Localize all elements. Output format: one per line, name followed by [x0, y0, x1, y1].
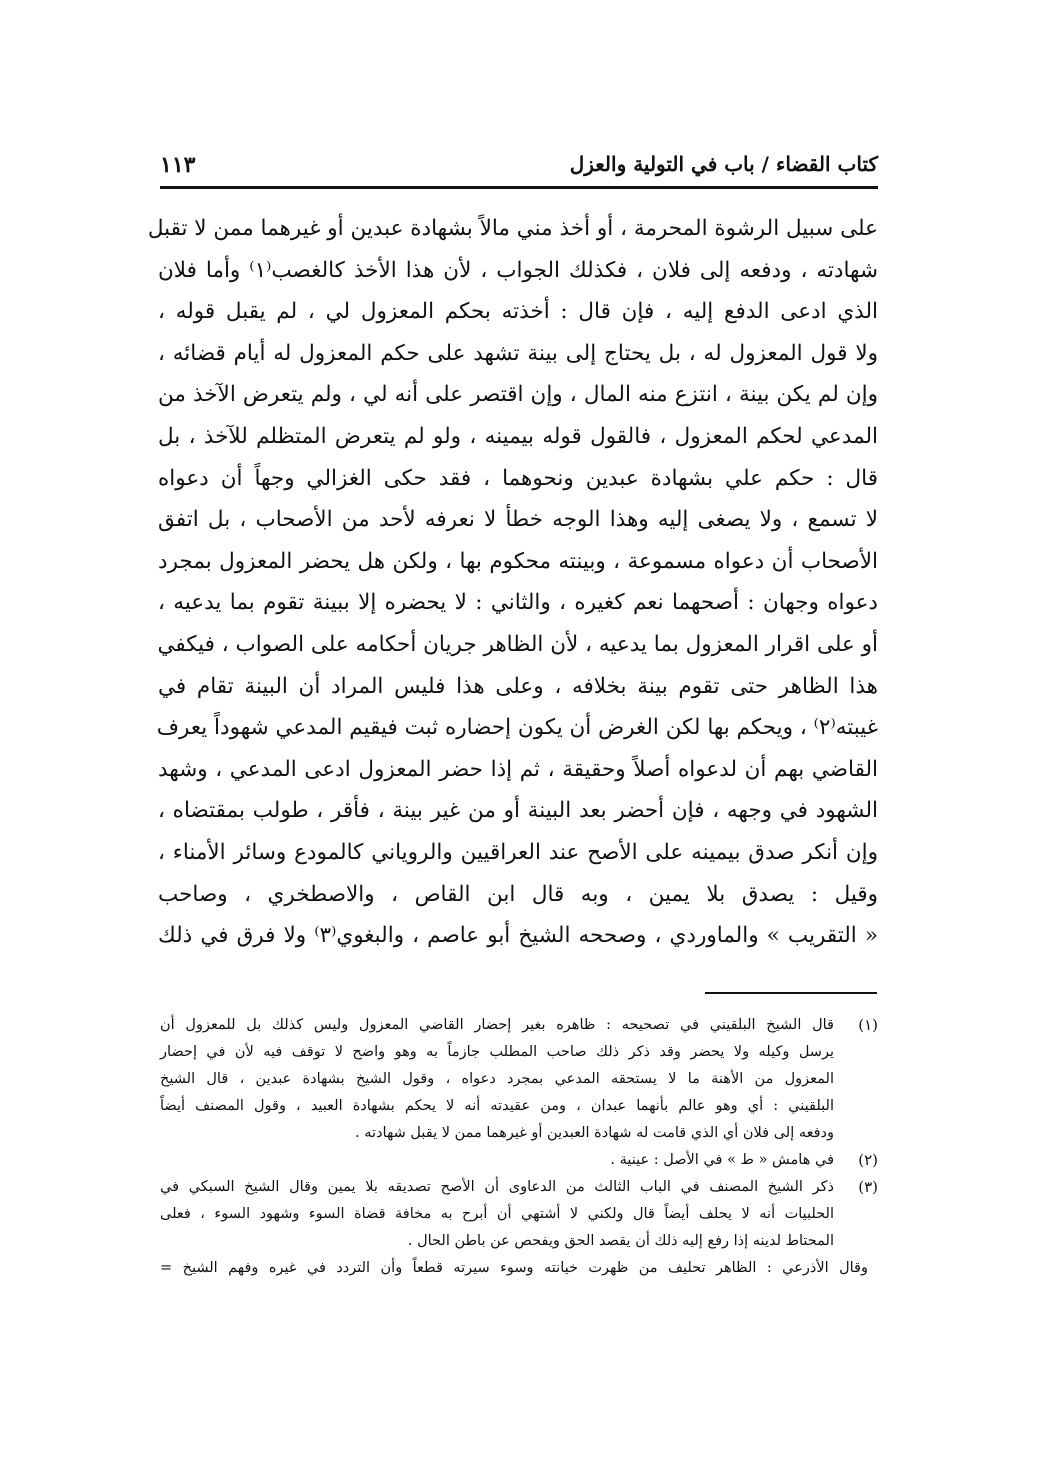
text-line: المدعي لحكم المعزول ، فالقول قوله بيمينه ، ولو لم يتعرض المتظلم للآخذ ، بل: [158, 423, 878, 449]
footnote-mark: (١): [858, 1016, 878, 1034]
footnote-mark: (٣): [858, 1178, 878, 1196]
text-line: الشهود في وجهه ، فإن أحضر بعد البينة أو من غير بينة ، فأقر ، طولب بمقتضاه ،: [158, 798, 878, 824]
footnote-line: الحلبيات أنه لا يحلف أيضاً قال ولكني لا أشتهي أن أبرح به مخافة قضاة السوء وشهود السوء ، فعلى: [160, 1206, 834, 1222]
text-line: الأصحاب أن دعواه مسموعة ، وبينته محكوم بها ، ولكن هل يحضر المعزول بمجرد: [158, 548, 878, 574]
text-line: لا تسمع ، ولا يصغى إليه وهذا الوجه خطأ لا نعرفه لأحد من الأصحاب ، بل اتفق: [158, 507, 878, 533]
footnote-mark: (٢): [858, 1151, 878, 1169]
text-line: « التقريب » والماوردي ، وصححه الشيخ أبو عاصم ، والبغوي⁽٣⁾ ولا فرق في ذلك: [158, 923, 878, 949]
running-header: [160, 148, 878, 184]
footnotes: [160, 1012, 878, 1282]
text-line: غيبته⁽٢⁾ ، ويحكم بها لكن الغرض أن يكون إحضاره ثبت فيقيم المدعي شهوداً يعرف: [156, 715, 878, 741]
text-line: دعواه وجهان : أصحهما نعم كغيره ، والثاني : لا يحضره إلا ببينة تقوم بما يدعيه ،: [158, 590, 878, 616]
footnote-line: قال الشيخ البلقيني في تصحيحه : ظاهره بغير إحضار القاضي المعزول وليس كذلك بل للمعزول أن: [160, 1017, 834, 1033]
footnote-line: المحتاط لدينه إذا رفع إليه ذلك أن يقصد الحق ويفحص عن باطن الحال .: [407, 1233, 834, 1249]
text-line: أو على اقرار المعزول بما يدعيه ، لأن الظاهر جريان أحكامه على الصواب ، فيكفي: [157, 631, 878, 657]
footnote-line: المعزول من الأهنة ما لا يستحقه المدعي بمجرد دعواه ، وقول الشيخ بشهادة عبدين ، قال الشيخ: [160, 1071, 834, 1087]
text-line: الذي ادعى الدفع إليه ، فإن قال : أخذته بحكم المعزول لي ، لم يقبل قوله ،: [158, 299, 878, 325]
footnote-line: البلقيني : أي وهو عالم بأنهما عبدان ، ومن عقيدته أنه لا يحكم بشهادة العبيد ، وقول المصنف أيضاً: [160, 1098, 834, 1114]
footnote: [160, 1147, 878, 1174]
footnote: [160, 1174, 878, 1255]
main-text: [147, 208, 878, 957]
text-line: هذا الظاهر حتى تقوم بينة بخلافه ، وعلى هذا فليس المراد أن البينة تقام في: [158, 673, 878, 699]
text-line: قال : حكم علي بشهادة عبدين ونحوهما ، فقد حكى الغزالي وجهاً أن دعواه: [158, 465, 878, 491]
page-number: ١١٣: [160, 152, 196, 178]
text-line: وإن أنكر صدق بيمينه على الأصح عند العراقيين والروياني كالمودع وسائر الأمناء ،: [158, 839, 878, 865]
footnote-line: ودفعه إلى فلان أي الذي قامت له شهادة العبدين أو غيرهما ممن لا يقبل شهادته .: [355, 1125, 834, 1141]
text-line: شهادته ، ودفعه إلى فلان ، فكذلك الجواب ، لأن هذا الأخذ كالغصب⁽١⁾ وأما فلان: [158, 257, 878, 283]
footnote-separator: [705, 992, 877, 994]
footnote-continuation: وقال الأذرعي : الظاهر تحليف من ظهرت خيانته وسوء سيرته قطعاً وأن التردد في غيره وفهم الشيخ =: [160, 1260, 868, 1276]
footnote-line: في هامش « ط » في الأصل : عينية .: [610, 1152, 834, 1168]
text-line: وإن لم يكن بينة ، انتزع منه المال ، وإن اقتصر على أنه لي ، ولم يتعرض الآخذ من: [158, 382, 878, 408]
header-title: كتاب القضاء / باب في التولية والعزل: [569, 152, 878, 176]
text-line: وقيل : يصدق بلا يمين ، وبه قال ابن القاص ، والاصطخري ، وصاحب: [158, 881, 878, 907]
text-line: على سبيل الرشوة المحرمة ، أو أخذ مني مالاً بشهادة عبدين أو غيرهما ممن لا تقبل: [147, 216, 878, 241]
text-line: ولا قول المعزول له ، بل يحتاج إلى بينة تشهد على حكم المعزول له أيام قضائه ،: [158, 340, 878, 366]
header-rule: [160, 186, 878, 189]
footnote-line: يرسل وكيله ولا يحضر وقد ذكر ذلك صاحب المطلب جازماً به وهو واضح لا توقف فيه لأن في إحضار: [160, 1044, 834, 1060]
text-line: القاضي بهم أن لدعواه أصلاً وحقيقة ، ثم إذا حضر المعزول ادعى المدعي ، وشهد: [158, 756, 878, 782]
footnote-line: ذكر الشيخ المصنف في الباب الثالث من الدعاوى أن الأصح تصديقه بلا يمين وقال الشيخ السبكي في: [160, 1179, 834, 1195]
footnote: [160, 1012, 878, 1147]
